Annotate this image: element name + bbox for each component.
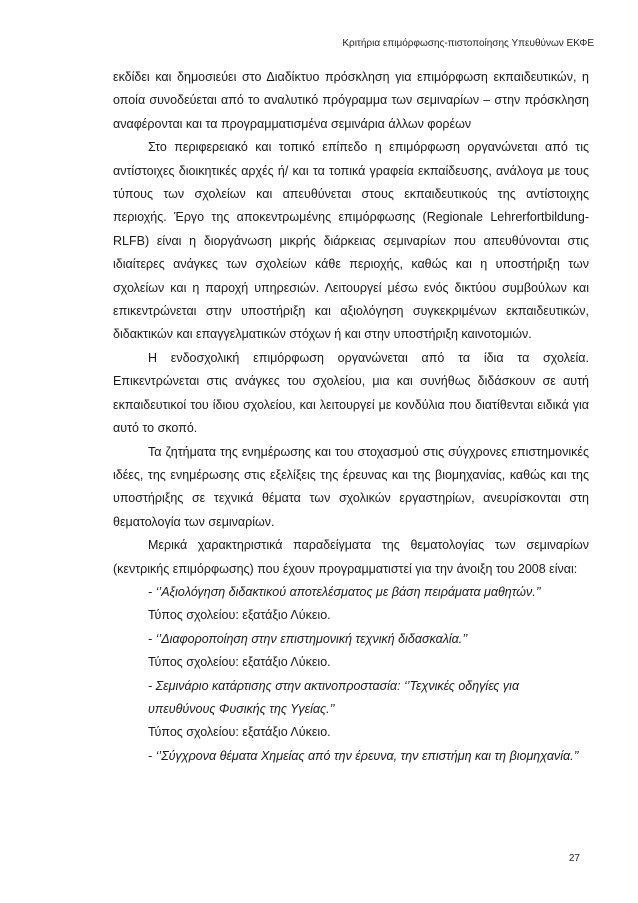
- paragraph: Στο περιφερειακό και τοπικό επίπεδο η επιμόρφωση οργανώνεται από τις αντίστοιχες διοικητικές αρχές ή/ και τα τοπικά γραφεία εκπαίδευσης, ανάλογα με τους τύπους των σχολείων και απευθύνεται στους εκπαιδευτικούς της αντίστοιχης περιοχής. Έργο της αποκεντρωμένης επιμόρφωσης (Regionale Lehrerfortbildung- RLFB) είναι η διοργάνωση μικρής διάρκειας σεμιναρίων που απευθύνονται στις ιδιαίτερες ανάγκες των σχολείων κάθε περιοχής, καθώς και η υποστήριξη των σχολείων και η παροχή υπηρεσιών. Λειτουργεί μέσω ενός δικτύου συμβούλων και επικεντρώνεται στην υποστήριξη και αξιολόγηση συγκεκριμένων εκπαιδευτικών, διδακτικών και επαγγελματικών στόχων ή και στην υποστήριξη καινοτομιών.: [113, 140, 589, 342]
- seminar-school-type: Τύπος σχολείου: εξατάξιο Λύκειο.: [148, 608, 331, 623]
- paragraph: Τα ζητήματα της ενημέρωσης και του στοχασμού στις σύγχρονες επιστημονικές ιδέες, της ενημέρωσης στις εξελίξεις της έρευνας και της βιομηχανίας, καθώς και της υποστήριξης σε τεχνικά θέματα των σχολικών εργαστηρίων, ανευρίσκονται στη θεματολογία των σεμιναρίων.: [113, 444, 589, 529]
- seminar-item: [148, 628, 589, 675]
- paragraph: εκδίδει και δημοσιεύει στο Διαδίκτυο πρόσκληση για επιμόρφωση εκπαιδευτικών, η οποία συνοδεύεται από το αναλυτικό πρόγραμμα των σεμιναρίων – στην πρόσκληση αναφέρονται και τα προγραμματισμένα σεμινάρια άλλων φορέων: [113, 70, 589, 131]
- page-number: 27: [568, 853, 580, 864]
- seminar-item: [148, 675, 589, 745]
- seminar-title: - Σεμινάριο κατάρτισης στην ακτινοπροστασία: ‘’Τεχνικές οδηγίες για υπευθύνους Φυσικής της Υγείας.’’: [148, 678, 520, 716]
- seminar-item: [148, 745, 589, 768]
- paragraph: Μερικά χαρακτηριστικά παραδείγματα της θεματολογίας των σεμιναρίων (κεντρικής επιμόρφωσης) που έχουν προγραμματιστεί για την άνοιξη του 2008 είναι:: [113, 538, 589, 576]
- seminar-school-type: Τύπος σχολείου: εξατάξιο Λύκειο.: [148, 725, 331, 740]
- seminar-title: - ‘’Αξιολόγηση διδακτικού αποτελέσματος με βάση πειράματα μαθητών.’’: [148, 584, 541, 599]
- document-body: [113, 66, 589, 768]
- seminar-title: - ‘’Διαφοροποίηση στην επιστημονική τεχνική διδασκαλία.’’: [148, 631, 468, 646]
- paragraph: Η ενδοσχολική επιμόρφωση οργανώνεται από τα ίδια τα σχολεία. Επικεντρώνεται στις ανάγκες του σχολείου, μια και συνήθως διδάσκουν σε αυτή εκπαιδευτικοί του ίδιου σχολείου, και λειτουργεί με κονδύλια που διατίθενται ειδικά για αυτό το σκοπό.: [113, 350, 589, 436]
- seminar-item: [148, 581, 589, 628]
- page-header: [342, 38, 594, 49]
- seminar-school-type: Τύπος σχολείου: εξατάξιο Λύκειο.: [148, 655, 331, 670]
- seminar-title: - ‘’Σύγχρονα θέματα Χημείας από την έρευνα, την επιστήμη και τη βιομηχανία.’’: [148, 748, 579, 763]
- header-title: Κριτήρια επιμόρφωσης-πιστοποίησης Υπευθύνων ΕΚΦΕ: [342, 38, 594, 49]
